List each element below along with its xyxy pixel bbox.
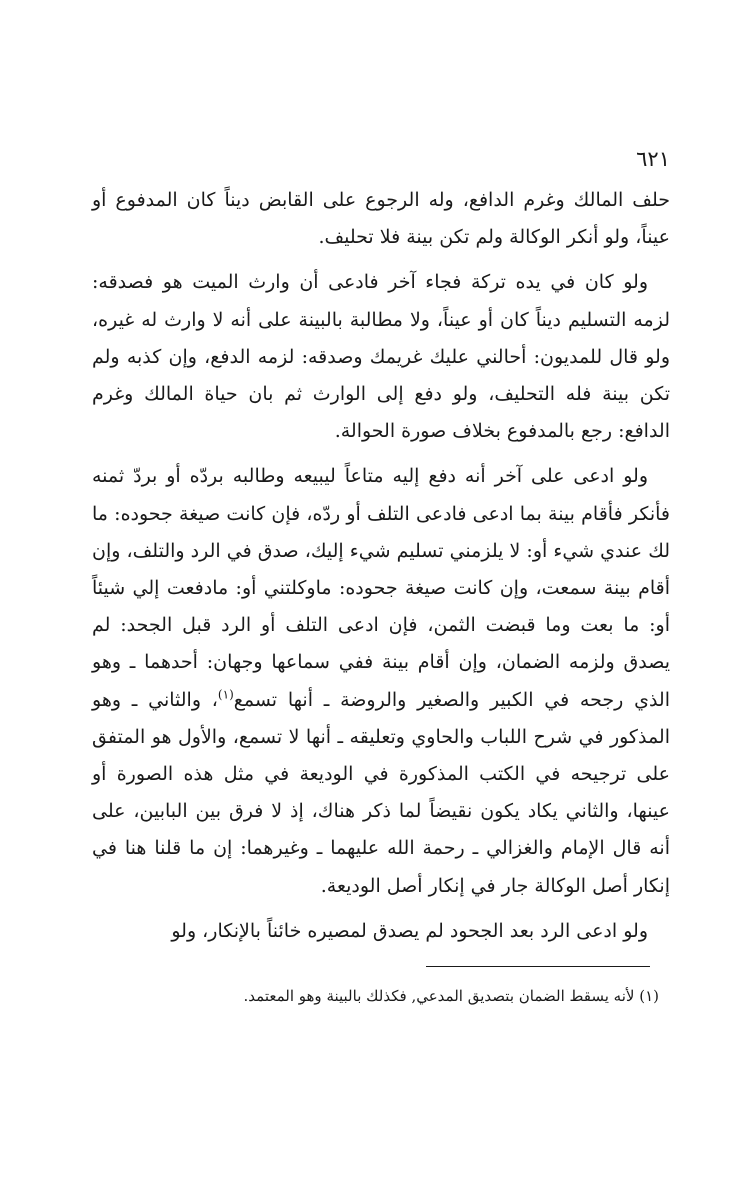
paragraph-3-text-before-ref: ولو ادعى على آخر أنه دفع إليه متاعاً ليبيعه وطالبه بردّه أو بردّ ثمنه فأنكر فأقام بينة بما ادعى فادعى التلف أو ردّه، فإن كانت صيغة جحوده: ما لك عندي شيء أو: لا يلزمني تسليم شيء إليك، صدق في الرد والتلف، وإن أقام بينة سمعت، وإن كانت صيغة جحوده: ماوكلتني أو: مادفعت إلي شيئاً أو: ما بعت وما قبضت الثمن، فإن ادعى التلف أو الرد قبل الجحد: لم يصدق ولزمه الضمان، وإن أقام بينة ففي سماعها وجهان: أحدهما ـ وهو الذي رجحه في الكبير والصغير والروضة ـ أنها تسمع <box>92 465 670 711</box>
footnote-separator <box>426 966 650 967</box>
footnote-reference: (١) <box>217 687 234 702</box>
footnote: (١) لأنه يسقط الضمان بتصديق المدعي, فكذلك بالبينة وهو المعتمد. <box>243 987 659 1005</box>
page-number: ٦٢١ <box>636 147 670 171</box>
page-body <box>92 140 670 958</box>
paragraph-3 <box>92 458 670 904</box>
paragraph-2: ولو كان في يده تركة فجاء آخر فادعى أن وارث الميت هو فصدقه: لزمه التسليم ديناً كان أو عيناً، ولا مطالبة بالبينة على أنه لا وارث له غيره، ولو قال للمديون: أحالني عليك غريمك وصدقه: لزمه الدفع، وإن كذبه ولم تكن بينة فله التحليف، ولو دفع إلى الوارث ثم بان حياة المالك وغرم الدافع: رجع بالمدفوع بخلاف صورة الحوالة. <box>92 271 670 443</box>
paragraph-4: ولو ادعى الرد بعد الجحود لم يصدق لمصيره خائناً بالإنكار، ولو <box>171 919 648 942</box>
paragraph-1: حلف المالك وغرم الدافع، وله الرجوع على القابض ديناً كان المدفوع أو عيناً، ولو أنكر الوكالة ولم تكن بينة فلا تحليف. <box>92 189 670 249</box>
paragraph-3-text-after-ref: ، والثاني ـ وهو المذكور في شرح اللباب والحاوي وتعليقه ـ أنها لا تسمع، والأول هو المتفق على ترجيحه في الكتب المذكورة في الوديعة في مثل هذه الصورة أو عينها، والثاني يكاد يكون نقيضاً لما ذكر هناك، إذ لا فرق بين البابين، على أنه قال الإمام والغزالي ـ رحمة الله عليهما ـ وغيرهما: إن ما قلنا هنا في إنكار أصل الوكالة جار في إنكار أصل الوديعة. <box>92 688 670 897</box>
